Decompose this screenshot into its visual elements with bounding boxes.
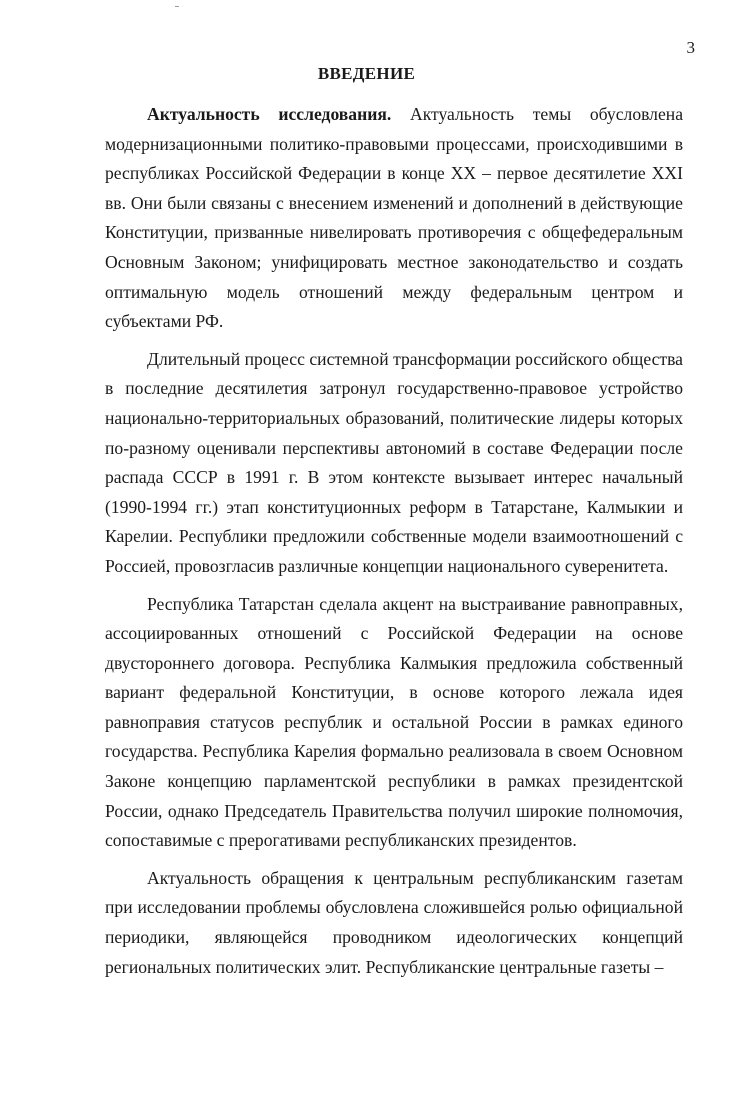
body-text bbox=[105, 100, 683, 990]
paragraph-relevance bbox=[105, 100, 683, 337]
paragraph-text: Актуальность темы обусловлена модернизационными политико-правовыми процессами, происходившими в республиках Российской Федерации в конце XX – первое десятилетие XXI вв. Они были связаны с внесением изменений и дополнений в действующие Конституции, призванные нивелировать противоречия с общефедеральным Основным Законом; унифицировать местное законодательство и создать оптимальную модель отношений между федеральным центром и субъектами РФ. bbox=[105, 104, 684, 332]
paragraph-lead-term: Актуальность исследования. bbox=[147, 104, 392, 124]
paragraph-republics: Республика Татарстан сделала акцент на выстраивание равноправных, ассоциированных отношений с Российской Федерации на основе двустороннего договора. Республика Калмыкия предложила собственный вариант федеральной Конституции, в основе которого лежала идея равноправия статусов республик и остальной России в рамках единого государства. Республика Карелия формально реализовала в своем Основном Законе концепцию парламентской республики в рамках президентской России, однако Председатель Правительства получил широкие полномочия, сопоставимые с прерогативами республиканских президентов. bbox=[105, 593, 683, 851]
paragraph-newspapers: Актуальность обращения к центральным республиканским газетам при исследовании проблемы обусловлена сложившейся ролью официальной периодики, являющейся проводником идеологических концепций региональных политических элит. Республиканские центральные газеты – bbox=[105, 867, 683, 977]
page-number: 3 bbox=[686, 38, 695, 57]
scan-artifact bbox=[175, 6, 179, 7]
section-title: ВВЕДЕНИЕ bbox=[317, 64, 416, 83]
paragraph-transformation: Длительный процесс системной трансформации российского общества в последние десятилетия затронул государственно-правовое устройство национально-территориальных образований, политические лидеры которых по-разному оценивали перспективы автономий в составе Федерации после распада СССР в 1991 г. В этом контексте вызывает интерес начальный (1990-1994 гг.) этап конституционных реформ в Татарстане, Калмыкии и Карелии. Республики предложили собственные модели взаимоотношений с Россией, провозгласив различные концепции национального суверенитета. bbox=[105, 348, 683, 576]
